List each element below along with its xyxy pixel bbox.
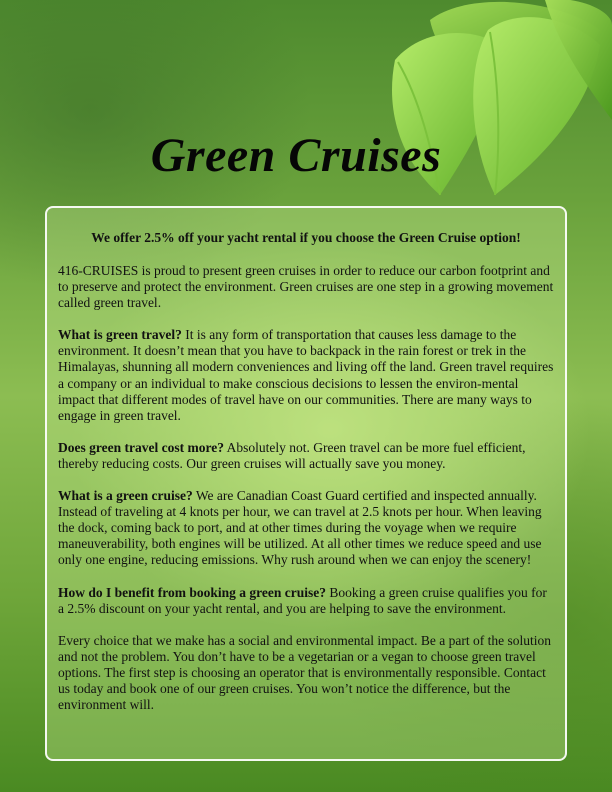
paragraph-intro	[58, 263, 554, 311]
paragraph-cost	[58, 440, 554, 472]
paragraph-closing	[58, 633, 554, 713]
content-panel	[45, 206, 567, 761]
paragraph-lead: How do I benefit from booking a green cruise?	[58, 584, 326, 600]
paragraph-lead: What is green travel?	[58, 327, 182, 343]
paragraph-lead: What is a green cruise?	[58, 488, 193, 504]
paragraph-text: Every choice that we make has a social and environmental impact. Be a part of the solution and not the problem. You don’t have to be a vegetarian or a vegan to choose green travel options. The first step is choosing an operator that is environmentally responsible. Contact us today and book one of our green cruises. You won’t notice the difference, but the environment will.	[58, 632, 551, 713]
page-title: Green Cruises	[150, 129, 442, 182]
paragraph-benefit	[58, 585, 554, 617]
paragraph-what-is-green-travel	[58, 327, 554, 424]
paragraph-text: 416-CRUISES is proud to present green cruises in order to reduce our carbon footprint and to preserve and protect the environment. Green cruises are one step in a growing movement called green travel.	[58, 263, 554, 311]
paragraph-text: We are Canadian Coast Guard certified and inspected annually. Instead of traveling at 4 knots per hour, we can travel at 2.5 knots per hour. When leaving the dock, coming back to port, and at other times during the voyage when we require maneuverability, both engines will be utilized. At all other times we reduce speed and use only one engine, reducing emissions. Why rush around when we can enjoy the scenery!	[58, 488, 542, 568]
paragraph-text: Booking a green cruise qualifies you for a 2.5% discount on your yacht rental, and you are helping to save the environment.	[58, 584, 547, 616]
paragraph-text: It is any form of transportation that causes less damage to the environment. It doesn’t mean that you have to backpack in the rain forest or trek in the Himalayas, shunning all modern conveniences and living off the land. Green travel requires a company or an individual to make conscious decisions to lessen the environ-mental impact that different modes of travel have on our communities. There are many ways to engage in green travel.	[58, 327, 554, 423]
paragraph-text: Absolutely not. Green travel can be more fuel efficient, thereby reducing costs. Our green cruises will actually save you money.	[58, 439, 526, 471]
paragraph-what-is-green-cruise	[58, 488, 554, 568]
paragraph-lead: Does green travel cost more?	[58, 439, 224, 455]
discount-headline: We offer 2.5% off your yacht rental if you choose the Green Cruise option!	[91, 230, 521, 245]
